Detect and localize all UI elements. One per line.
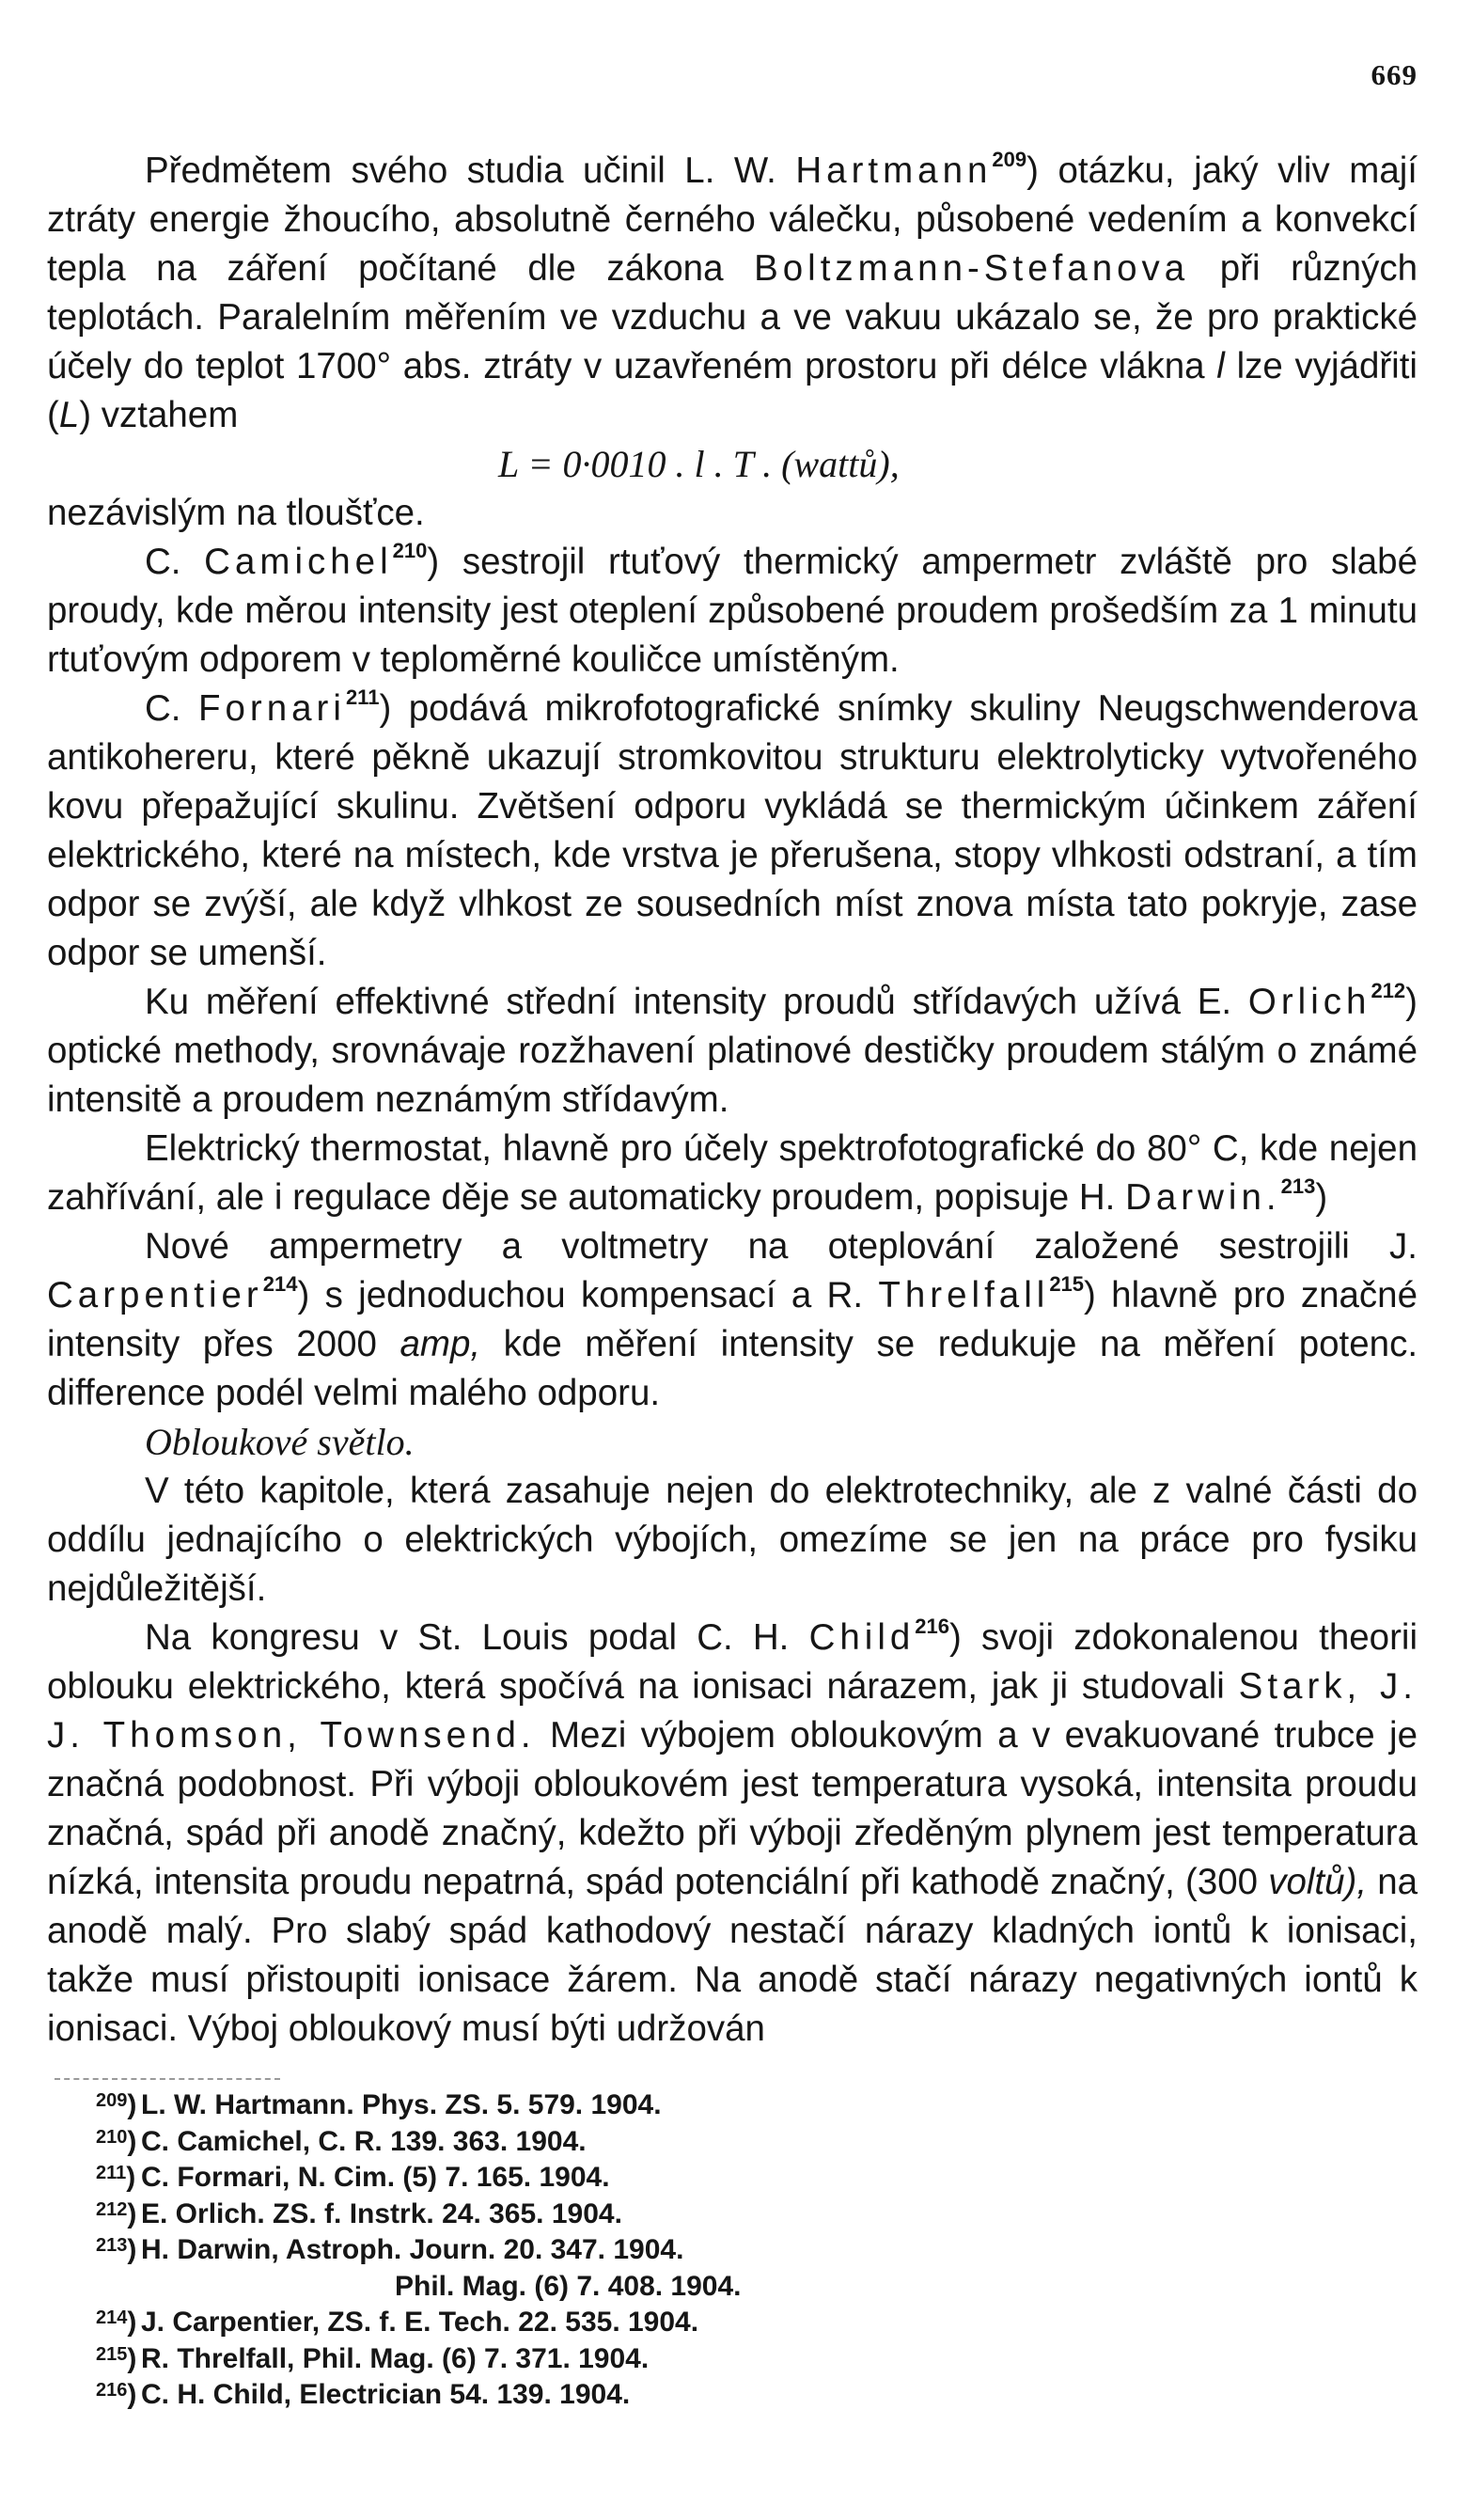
variable: L [58, 395, 80, 435]
text-run: C. [145, 688, 181, 729]
footnote-continuation [141, 2269, 1269, 2306]
footnote-ref: 214 [262, 1272, 298, 1296]
text-run: Předmětem svého studia učinil L. W. [145, 150, 776, 191]
section-title: Obloukové světlo. [145, 1421, 415, 1463]
author-name: Orlich [1247, 982, 1371, 1022]
author-name: Fornari [197, 688, 346, 729]
footnote-ref: 216 [915, 1614, 950, 1638]
footnote-item [96, 2305, 1269, 2341]
footnote-number: 213) [96, 2234, 137, 2265]
footnote-number: 212) [96, 2197, 137, 2229]
text-run: ) svoji zdokonalenou theorii oblouku elektrického, která spočívá na ionisaci nárazem, jak ji studovali [47, 1617, 1418, 1707]
paragraph-child [47, 1614, 1418, 2054]
text-run: Ku měření effektivné střední intensity proudů střídavých užívá E. [145, 982, 1232, 1022]
text-run: lze vyjádřiti ( [47, 346, 1418, 435]
footnote-item [96, 2160, 1269, 2197]
page-number: 669 [1371, 58, 1418, 91]
text-run: Na kongresu v St. Louis podal C. H. [145, 1617, 790, 1658]
text-run: ) otázku, jaký vliv mají ztráty energie žhoucího, absolutně černého válečku, působené vedením a konvekcí tepla na záření počítané dle zákona [47, 150, 1418, 289]
unit: voltů), [1268, 1862, 1368, 1902]
paragraph-camichel [47, 538, 1418, 685]
text-run: ) optické methody, srovnávaje rozžhavení platinové destičky proudem stálým o známé intensitě a proudem neznámým střídavým. [47, 982, 1418, 1120]
body-text [47, 147, 1418, 2054]
footnote-number: 214) [96, 2307, 137, 2338]
text-run: ) sestrojil rtuťový thermický ampermetr zvláště pro slabé proudy, kde měrou intensity jest oteplení způsobené proudem prošedším za 1 minutu rtuťovým odporem v teploměrné kouličce umístěným. [47, 542, 1418, 680]
text-run: Mezi výbojem obloukovým a v evakuované trubce je značná podobnost. Při výboji obloukovém jest temperatura vysoká, intensita proudu značná, spád při anodě značný, kdežto při výboji zředěným plynem jest temperatura nízká, intensita proudu nepatrná, spád potenciální při kathodě značný, (300 [47, 1715, 1418, 1902]
footnote-item [96, 2197, 1269, 2233]
paragraph-darwin [47, 1125, 1418, 1222]
footnote-text: E. Orlich. ZS. f. Instrk. 24. 365. 1904. [141, 2197, 622, 2229]
formula [47, 440, 1418, 489]
text-run: při různých teplotách. Paralelním měřením ve vzduchu a ve vakuu ukázalo se, že pro praktické účely do teplot 1700° abs. ztráty v uzavřeném prostoru při délce vlákna [47, 248, 1418, 386]
text-run: na anodě malý. Pro slabý spád kathodový nestačí nárazy kladných iontů k ionisaci, takže musí přistoupiti ionisace žárem. Na anodě stačí nárazy negativných iontů k ionisaci. Výboj obloukový musí býti udržován [47, 1862, 1418, 2049]
author-name: Boltzmann-Stefanova [754, 248, 1190, 289]
author-name: Child [808, 1617, 916, 1658]
footnote-item [96, 2341, 1269, 2378]
footnote-item [96, 2087, 1269, 2124]
footnote-ref: 212 [1371, 979, 1406, 1002]
author-name: Threlfall [878, 1275, 1050, 1315]
paragraph-continuation: nezávislým na tloušťce. [47, 493, 425, 533]
footnote-ref: 210 [392, 539, 428, 562]
footnote-item [96, 2232, 1269, 2269]
footnote-item [96, 2377, 1269, 2414]
footnote-item [96, 2124, 1269, 2161]
text-run: ) [1315, 1177, 1328, 1218]
paragraph-orlich [47, 978, 1418, 1125]
author-names: Stark, J. J. Thomson, Townsend. [47, 1666, 1418, 1756]
author-name: Camichel [204, 542, 393, 582]
footnote-text: L. W. Hartmann. Phys. ZS. 5. 579. 1904. [141, 2089, 662, 2120]
paragraph-intro: V této kapitole, která zasahuje nejen do elektrotechniky, ale z valné části do oddílu jednajícího o elektrických výbojích, omezíme se jen na práce pro fysiku nejdůležitější. [47, 1471, 1418, 1609]
footnote-number: 210) [96, 2125, 137, 2157]
footnote-number: 216) [96, 2379, 137, 2410]
unit: amp, [400, 1324, 481, 1364]
text-run: ) s jednoduchou kompensací a R. [297, 1275, 864, 1315]
text-run: Nové ampermetry a voltmetry na oteplování založené sestrojili J. [145, 1226, 1418, 1267]
footnote-number: 215) [96, 2342, 137, 2374]
text-run: ) hlavně pro značné intensity přes 2000 [47, 1275, 1418, 1364]
footnote-ref: 209 [992, 148, 1027, 171]
formula-expression: L = 0·0010 . l . T . [498, 443, 773, 485]
author-name: Hartmann [795, 150, 993, 191]
author-name: Carpentier [47, 1275, 263, 1315]
variable: l [1216, 346, 1225, 386]
paragraph-carpentier [47, 1222, 1418, 1418]
formula-unit: (wattů), [781, 443, 900, 485]
text-run: ) podává mikrofotografické snímky skuliny Neugschwenderova antikohereru, které pěkně ukazují stromkovitou strukturu elektrolyticky vytvořeného kovu přepažující skulinu. Zvětšení odporu vykládá se thermickým účinkem záření elektrického, které na místech, kde vrstva je přerušena, stopy vlhkosti odstraní, a tím odpor se zvýší, ale když vlhkost ze sousedních míst znova místa tato pokryje, zase odpor se umenší. [47, 688, 1418, 973]
footnote-ref: 215 [1049, 1272, 1085, 1296]
footnote-text: H. Darwin, Astroph. Journ. 20. 347. 1904. [141, 2234, 684, 2265]
text-run: C. [145, 542, 181, 582]
footnote-ref: 213 [1280, 1174, 1316, 1198]
footnote-number: 211) [96, 2162, 136, 2193]
paragraph-hartmann [47, 147, 1418, 440]
footnote-text: C. H. Child, Electrician 54. 139. 1904. [141, 2379, 631, 2410]
author-name: Darwin. [1125, 1177, 1281, 1218]
text-run: ) vztahem [79, 395, 239, 435]
footnote-text: R. Threlfall, Phil. Mag. (6) 7. 371. 1904. [141, 2342, 650, 2374]
text-run: Elektrický thermostat, hlavně pro účely spektrofotografické do 80° C, kde nejen zahřívání, ale i regulace děje se automaticky proudem, popisuje H. [47, 1128, 1418, 1218]
footnote-text: C. Formari, N. Cim. (5) 7. 165. 1904. [141, 2162, 610, 2193]
footnote-text: C. Camichel, C. R. 139. 363. 1904. [141, 2125, 587, 2157]
footnote-text: Phil. Mag. (6) 7. 408. 1904. [395, 2270, 742, 2302]
footnote-ref: 211 [345, 685, 380, 709]
paragraph-fornari [47, 685, 1418, 978]
text-run: kde měření intensity se redukuje na měření potenc. difference podél velmi malého odporu. [47, 1324, 1418, 1413]
footnotes [96, 2087, 1269, 2414]
footnote-number: 209) [96, 2089, 137, 2120]
footnote-text: J. Carpentier, ZS. f. E. Tech. 22. 535. 1904. [141, 2307, 699, 2338]
footnote-divider [55, 2078, 280, 2080]
